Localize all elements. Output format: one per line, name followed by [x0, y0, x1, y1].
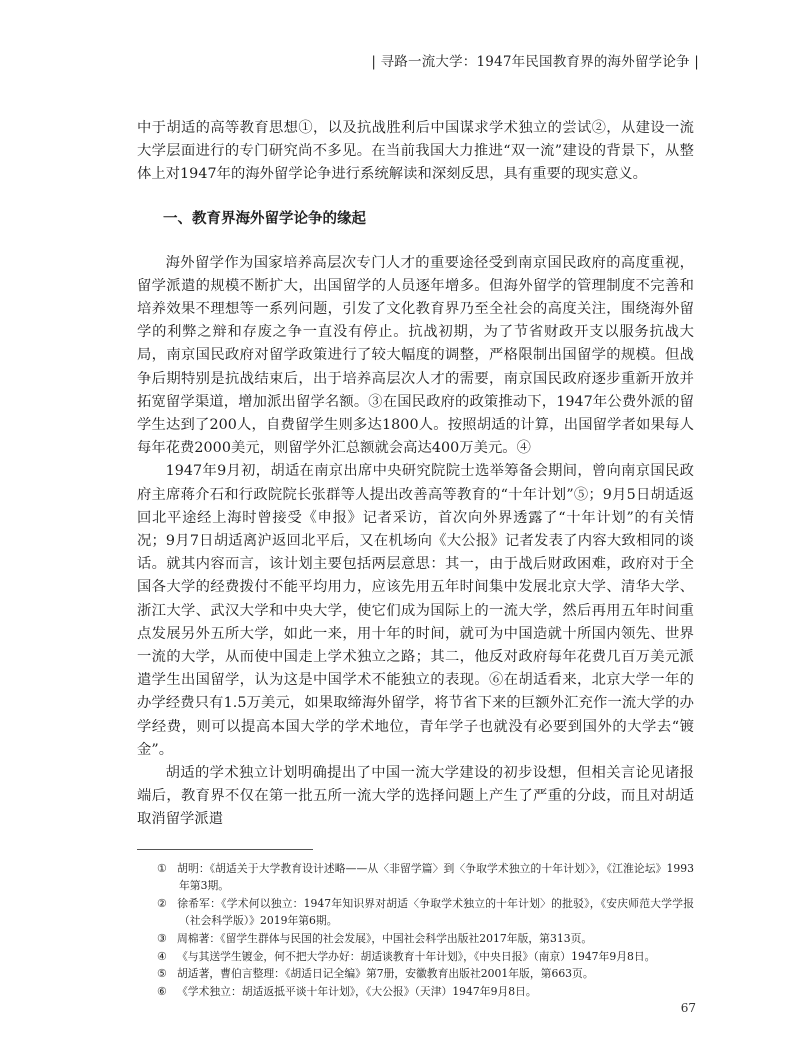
page-number: 67 [680, 1001, 696, 1015]
section-heading: 一、教育界海外留学论争的缘起 [163, 210, 366, 227]
footnote [137, 930, 694, 948]
intro-paragraph: 中于胡适的高等教育思想①，以及抗战胜利后中国谋求学术独立的尝试②，从建设一流大学层面进行的专门研究尚不多见。在当前我国大力推进“双一流”建设的背景下，从整体上对1947年的海外留学论争进行系统解读和深刻反思，具有重要的现实意义。 [137, 120, 694, 183]
footnote [137, 983, 694, 1001]
footnote [137, 895, 694, 930]
body-paragraph-3: 胡适的学术独立计划明确提出了中国一流大学建设的初步设想，但相关言论见诸报端后，教育界不仅在第一批五所一流大学的选择问题上产生了严重的分歧，而且对胡适取消留学派遣 [137, 765, 694, 828]
footnote-text: 胡明：《胡适关于大学教育设计述略——从〈非留学篇〉到〈争取学术独立的十年计划〉》，《江淮论坛》1993年第3期。 [177, 861, 694, 893]
footnote [137, 948, 694, 966]
footnote-number: ② [157, 896, 167, 910]
footnote [137, 860, 694, 895]
footnote-text: 徐希军：《学术何以独立：1947年知识界对胡适〈争取学术独立的十年计划〉的批驳》，《安庆师范大学学报（社会科学版）》2019年第6期。 [177, 896, 694, 928]
footnote [137, 965, 694, 983]
footnote-text: 胡适著，曹伯言整理：《胡适日记全编》第7册，安徽教育出版社2001年版，第663页。 [177, 967, 594, 981]
footnote-text: 周棉著：《留学生群体与民国的社会发展》，中国社会科学出版社2017年版，第313页。 [177, 932, 593, 946]
footnote-number: ⑤ [157, 967, 167, 981]
running-header: | 寻路一流大学：1947年民国教育界的海外留学论争 | [371, 54, 699, 70]
body-paragraph-1: 海外留学作为国家培养高层次专门人才的重要途径受到南京国民政府的高度重视，留学派遣的规模不断扩大，出国留学的人员逐年增多。但海外留学的管理制度不完善和培养效果不理想等一系列问题，引发了文化教育界乃至全社会的高度关注，围绕海外留学的利弊之辩和存废之争一直没有停止。抗战初期，为了节省财政开支以服务抗战大局，南京国民政府对留学政策进行了较大幅度的调整，严格限制出国留学的规模。但战争后期特别是抗战结束后，出于培养高层次人才的需要，南京国民政府逐步重新开放并拓宽留学渠道，增加派出留学名额。③在国民政府的政策推动下，1947年公费外派的留学生达到了200人，自费留学生则多达1800人。按照胡适的计算，出国留学者如果每人每年花费2000美元，则留学外汇总额就会高达400万美元。④ [137, 254, 694, 457]
body-paragraph-2: 1947年9月初，胡适在南京出席中央研究院院士选举筹备会期间，曾向南京国民政府主席蒋介石和行政院院长张群等人提出改善高等教育的“十年计划”⑤；9月5日胡适返回北平途经上海时曾接受《申报》记者采访，首次向外界透露了“十年计划”的有关情况；9月7日胡适离沪返回北平后，又在机场向《大公报》记者发表了内容大致相同的谈话。就其内容而言，该计划主要包括两层意思：其一，由于战后财政困难，政府对于全国各大学的经费拨付不能平均用力，应该先用五年时间集中发展北京大学、清华大学、浙江大学、武汉大学和中央大学，使它们成为国际上的一流大学，然后再用五年时间重点发展另外五所大学，如此一来，用十年的时间，就可为中国造就十所国内领先、世界一流的大学，从而使中国走上学术独立之路；其二，他反对政府每年花费几百万美元派遣学生出国留学，认为这是中国学术不能独立的表现。⑥在胡适看来，北京大学一年的办学经费只有1.5万美元，如果取缔海外留学，将节省下来的巨额外汇充作一流大学的办学经费，则可以提高本国大学的学术地位，青年学子也就没有必要到国外的大学去“镀金”。 [137, 463, 694, 758]
footnote-number: ⑥ [157, 984, 167, 998]
footnote-number: ③ [157, 932, 167, 946]
footnote-divider [137, 849, 313, 850]
footnote-number: ① [157, 861, 167, 875]
footnote-text: 《学术独立：胡适返抵平谈十年计划》，《大公报》（天津）1947年9月8日。 [177, 984, 537, 998]
footnote-text: 《与其送学生镀金，何不把大学办好：胡适谈教育十年计划》，《中央日报》（南京）1947年9月8日。 [177, 949, 656, 963]
footnote-number: ④ [157, 949, 167, 963]
page-content [137, 117, 694, 1000]
footnotes [137, 860, 694, 1001]
